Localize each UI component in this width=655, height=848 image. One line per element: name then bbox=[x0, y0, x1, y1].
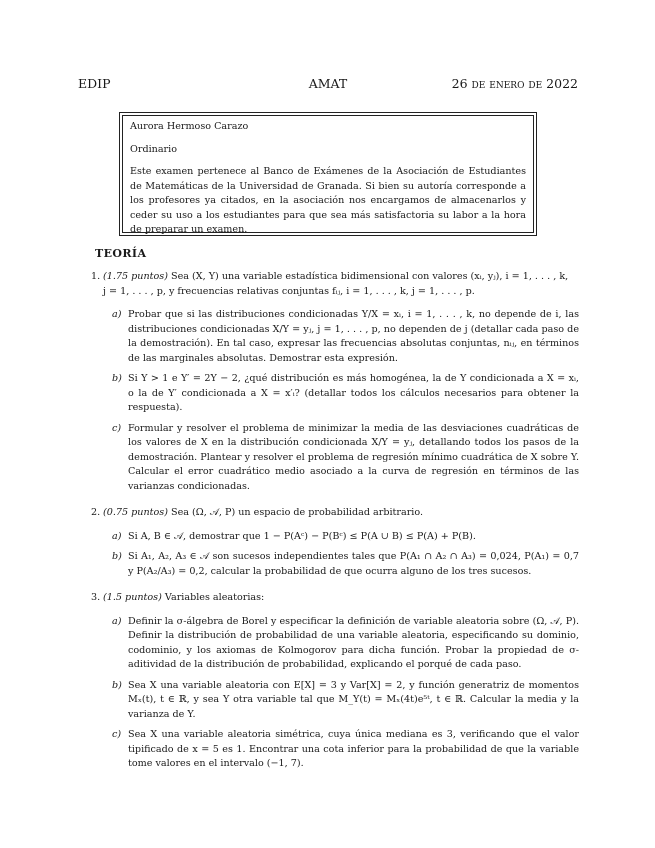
question-2-intro-line1: Sea (Ω, 𝒜, P) un espacio de probabilidad arbitrario. bbox=[171, 507, 424, 518]
question-2-points: (0.75 puntos) bbox=[103, 507, 168, 518]
question-2-number: 2. bbox=[91, 507, 101, 518]
question-1-intro-line2: j = 1, . . . , p, y frecuencias relativas conjuntas fᵢⱼ, i = 1, . . . , k, j = 1, . . . , p. bbox=[103, 285, 475, 297]
questions-list bbox=[91, 270, 579, 784]
question-3-intro bbox=[91, 591, 579, 606]
sub-text: Sea X una variable aleatoria simétrica, cuya única mediana es 3, verificando que el valor tipificado de x = 5 es 1. Encontrar una cota inferior para la probabilidad de que la variable tome valores en el intervalo (−1, 7). bbox=[128, 729, 579, 769]
sub-label: b) bbox=[112, 679, 122, 691]
sub-label: a) bbox=[112, 615, 122, 627]
question-1-sub-b bbox=[91, 372, 579, 416]
sub-text: Probar que si las distribuciones condicionadas Y/X = xᵢ, i = 1, . . . , k, no depende de i, las distribuciones condicionadas X/Y = yⱼ, j = 1, . . . , p, no dependen de j (detallar cada paso de la demostración). En tal caso, expresar las frecuencias absolutas conjuntas, nᵢⱼ, en términos de las marginales absolutas. Demostrar esta expresión. bbox=[128, 309, 579, 364]
page-header bbox=[78, 76, 578, 96]
sub-label: c) bbox=[112, 422, 122, 434]
sub-label: b) bbox=[112, 551, 122, 562]
question-3-intro-line1: Variables aleatorias: bbox=[164, 592, 265, 603]
question-3 bbox=[91, 591, 579, 772]
exam-type: Ordinario bbox=[130, 143, 177, 155]
question-1-number: 1. bbox=[91, 271, 101, 282]
question-2-sub-b bbox=[91, 550, 579, 579]
question-3-points: (1.5 puntos) bbox=[103, 592, 162, 603]
question-1-sub-c bbox=[91, 422, 579, 495]
sub-text: Sea X una variable aleatoria con E[X] = 3 y Var[X] = 2, y función generatriz de momentos Mₓ(t), t ∈ ℝ, y sea Y otra variable tal que M_Y(t) = Mₓ(4t)e⁵ᵗ, t ∈ ℝ. Calcular la media y la varianza de Y. bbox=[128, 679, 579, 720]
question-3-number: 3. bbox=[91, 592, 101, 603]
section-title: TEORÍA bbox=[95, 247, 147, 260]
question-1 bbox=[91, 270, 579, 494]
sub-label: a) bbox=[112, 530, 122, 542]
question-1-subs bbox=[91, 308, 579, 494]
exam-info-box bbox=[119, 112, 537, 236]
author-name: Aurora Hermoso Carazo bbox=[130, 121, 249, 132]
question-3-sub-c bbox=[91, 728, 579, 772]
sub-text: Si A, B ∈ 𝒜, demostrar que 1 − P(Aᶜ) − P(Bᶜ) ≤ P(A ∪ B) ≤ P(A) + P(B). bbox=[128, 530, 476, 542]
exam-info-inner bbox=[122, 115, 534, 233]
question-1-points: (1.75 puntos) bbox=[103, 271, 168, 282]
question-1-intro bbox=[91, 270, 579, 285]
question-2 bbox=[91, 506, 579, 579]
sub-text: Formular y resolver el problema de minimizar la media de las desviaciones cuadráticas de los valores de X en la distribución condicionada X/Y = yⱼ, detallando todos los pasos de la demostración. Plantear y resolver el problema de regresión mínimo cuadrática de X sobre Y. Calcular el error cuadrático medio asociado a la curva de regresión en términos de las varianzas condicionadas. bbox=[128, 422, 579, 492]
question-2-sub-a bbox=[91, 530, 579, 545]
question-3-subs bbox=[91, 615, 579, 772]
question-3-sub-b bbox=[91, 679, 579, 723]
sub-text: Si Y > 1 e Y′ = 2Y − 2, ¿qué distribución es más homogénea, la de Y condicionada a X = xᵢ, o la de Y′ condicionada a X = x′ᵢ? (detallar todos los cálculos necesarios para obtener la respuesta). bbox=[128, 373, 579, 413]
header-degree: AMAT bbox=[308, 76, 348, 91]
sub-label: a) bbox=[112, 309, 122, 320]
question-1-intro-line1: Sea (X, Y) una variable estadística bidimensional con valores (xᵢ, yⱼ), i = 1, . . . , k, bbox=[171, 271, 569, 282]
question-2-subs bbox=[91, 530, 579, 580]
question-1-sub-a bbox=[91, 308, 579, 366]
sub-label: b) bbox=[112, 373, 122, 384]
header-course: EDIP bbox=[78, 76, 111, 91]
sub-text: Definir la σ-álgebra de Borel y especificar la definición de variable aleatoria sobre (Ω, 𝒜, P). Definir la distribución de probabilidad de una variable aleatoria, especificando su dominio, codominio, y los axiomas de Kolmogorov para dicha función. Probar la propiedad de σ-aditividad de la distribución de probabilidad, explicando el porqué de cada paso. bbox=[128, 615, 579, 670]
question-2-intro bbox=[91, 506, 579, 521]
disclaimer-text: Este examen pertenece al Banco de Exámenes de la Asociación de Estudiantes de Matemáticas de la Universidad de Granada. Si bien su autoría corresponde a los profesores ya citados, en la asociación nos encargamos de almacenarlos y ceder su uso a los estudiantes para que sea más satisfactoria su labor a la hora de preparar un examen. bbox=[130, 166, 526, 235]
sub-label: c) bbox=[112, 729, 122, 740]
sub-text: Si A₁, A₂, A₃ ∈ 𝒜 son sucesos independientes tales que P(A₁ ∩ A₂ ∩ A₃) = 0,024, P(A₁) = 0,7 y P(A₂/A₃) = 0,2, calcular la probabilidad de que ocurra alguno de los tres sucesos. bbox=[128, 551, 579, 577]
question-3-sub-a bbox=[91, 615, 579, 673]
header-date: 26 de enero de 2022 bbox=[451, 76, 578, 91]
